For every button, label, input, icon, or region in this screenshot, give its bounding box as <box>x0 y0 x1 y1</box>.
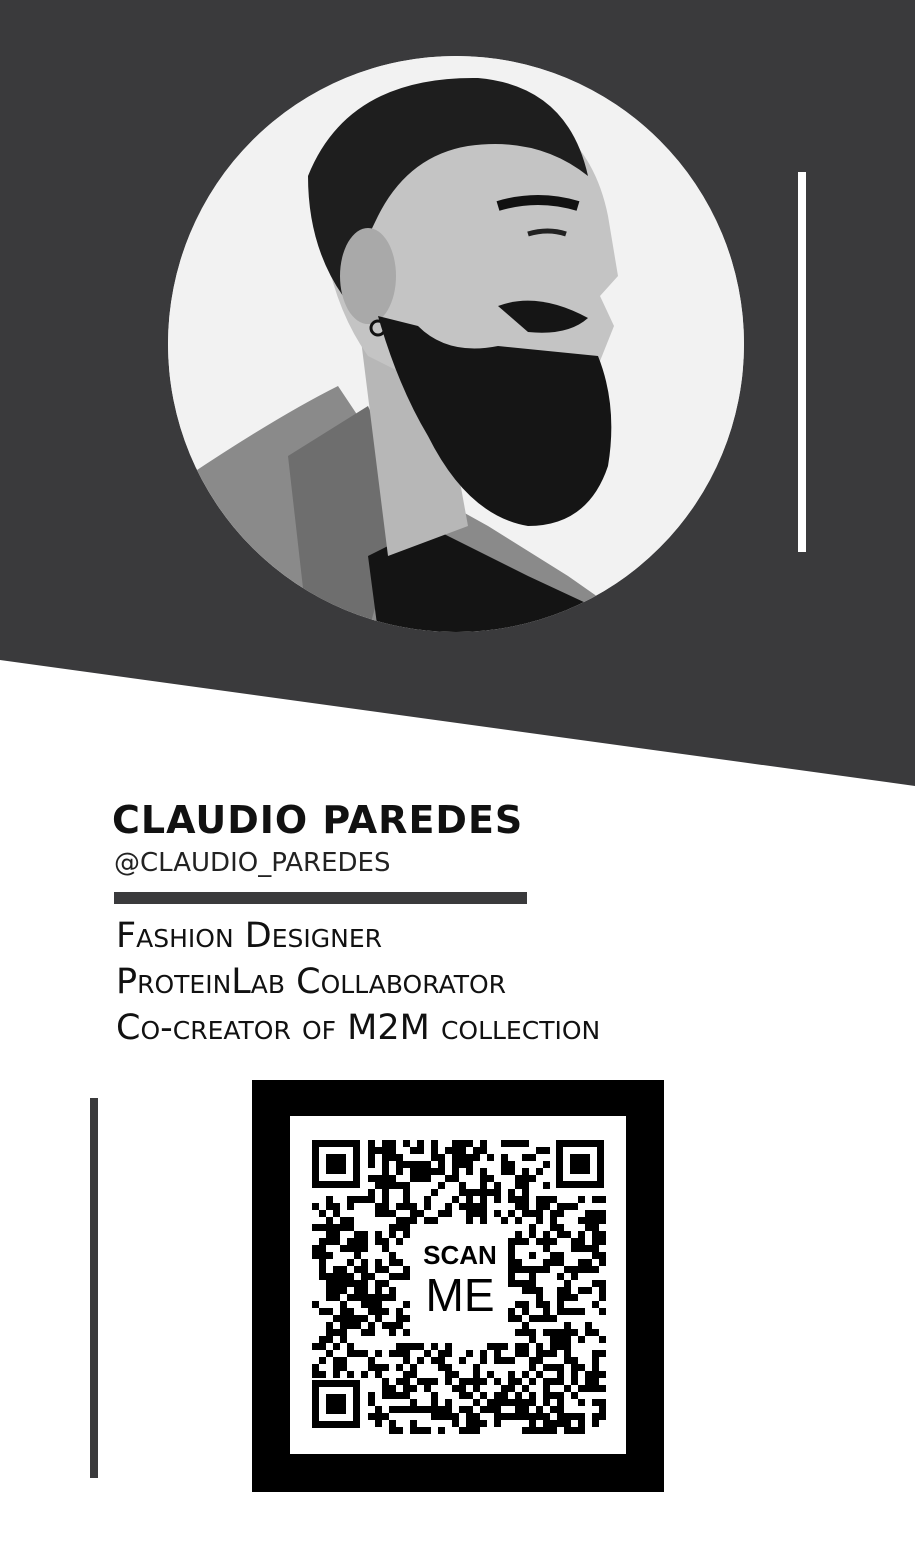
role-line-1: Fashion Designer <box>116 916 383 956</box>
name-divider <box>114 892 527 904</box>
qr-code[interactable] <box>290 1116 626 1454</box>
qr-finder-top-left <box>312 1140 360 1188</box>
decorative-vertical-line-right <box>798 172 806 552</box>
social-handle[interactable]: @CLAUDIO_PAREDES <box>114 848 391 878</box>
scan-me-badge <box>418 1230 502 1332</box>
decorative-vertical-line-left <box>90 1098 98 1478</box>
person-name: CLAUDIO PAREDES <box>112 798 524 842</box>
role-line-2: ProteinLab Collaborator <box>116 962 507 1002</box>
profile-photo <box>168 56 744 632</box>
qr-finder-top-right <box>556 1140 604 1188</box>
qr-code-frame[interactable] <box>252 1080 664 1492</box>
role-line-3: Co-creator of M2M collection <box>116 1008 601 1048</box>
scan-label: SCAN <box>423 1240 497 1270</box>
portrait-illustration <box>168 56 744 632</box>
me-label: ME <box>425 1269 495 1321</box>
qr-finder-bottom-left <box>312 1380 360 1428</box>
